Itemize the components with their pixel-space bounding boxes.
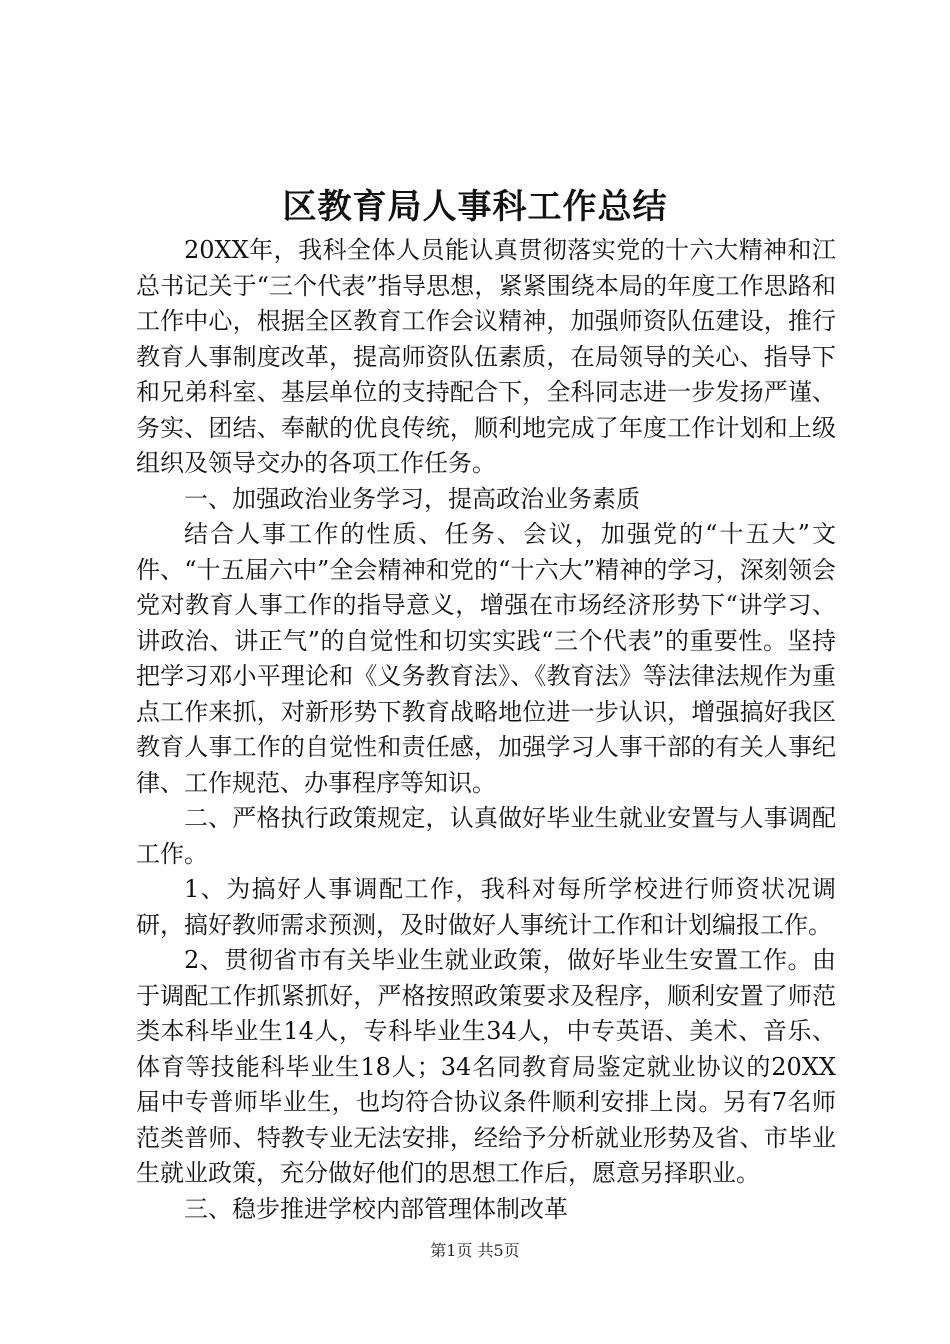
document-body [136, 233, 836, 1227]
intro-paragraph: 20XX年，我科全体人员能认真贯彻落实党的十六大精神和江总书记关于“三个代表”指导思想，紧紧围绕本局的年度工作思路和工作中心，根据全区教育工作会议精神，加强师资队伍建设，推行教育人事制度改革，提高师资队伍素质，在局领导的关心、指导下和兄弟科室、基层单位的支持配合下，全科同志进一步发扬严谨、务实、团结、奉献的优良传统，顺利地完成了年度工作计划和上级组织及领导交办的各项工作任务。 [136, 236, 836, 477]
section-2-item-2: 2、贯彻省市有关毕业生就业政策，做好毕业生安置工作。由于调配工作抓紧抓好，严格按照政策要求及程序，顺利安置了师范类本科毕业生14人，专科毕业生34人，中专英语、美术、音乐、体育等技能科毕业生18人；34名同教育局鉴定就业协议的20XX届中专普师毕业生，也均符合协议条件顺利安排上岗。另有7名师范类普师、特教专业无法安排，经给予分析就业形势及省、市毕业生就业政策，充分做好他们的思想工作后，愿意另择职业。 [136, 946, 836, 1187]
page-footer: 第1页 共5页 [430, 1241, 520, 1260]
section-1-paragraph: 结合人事工作的性质、任务、会议，加强党的“十五大”文件、“十五届六中”全会精神和党的“十六大”精神的学习，深刻领会党对教育人事工作的指导意义，增强在市场经济形势下“讲学习、讲政治、讲正气”的自觉性和切实实践“三个代表”的重要性。坚持把学习邓小平理论和《义务教育法》、《教育法》等法律法规作为重点工作来抓，对新形势下教育战略地位进一步认识，增强搞好我区教育人事工作的自觉性和责任感，加强学习人事干部的有关人事纪律、工作规范、办事程序等知识。 [136, 520, 836, 797]
section-2-item-1: 1、为搞好人事调配工作，我科对每所学校进行师资状况调研，搞好教师需求预测，及时做好人事统计工作和计划编报工作。 [136, 875, 836, 939]
section-heading-3: 三、稳步推进学校内部管理体制改革 [184, 1194, 568, 1223]
section-heading-2: 二、严格执行政策规定，认真做好毕业生就业安置与人事调配工作。 [136, 804, 836, 868]
document-title: 区教育局人事科工作总结 [282, 187, 668, 227]
section-heading-1: 一、加强政治业务学习，提高政治业务素质 [184, 484, 640, 513]
